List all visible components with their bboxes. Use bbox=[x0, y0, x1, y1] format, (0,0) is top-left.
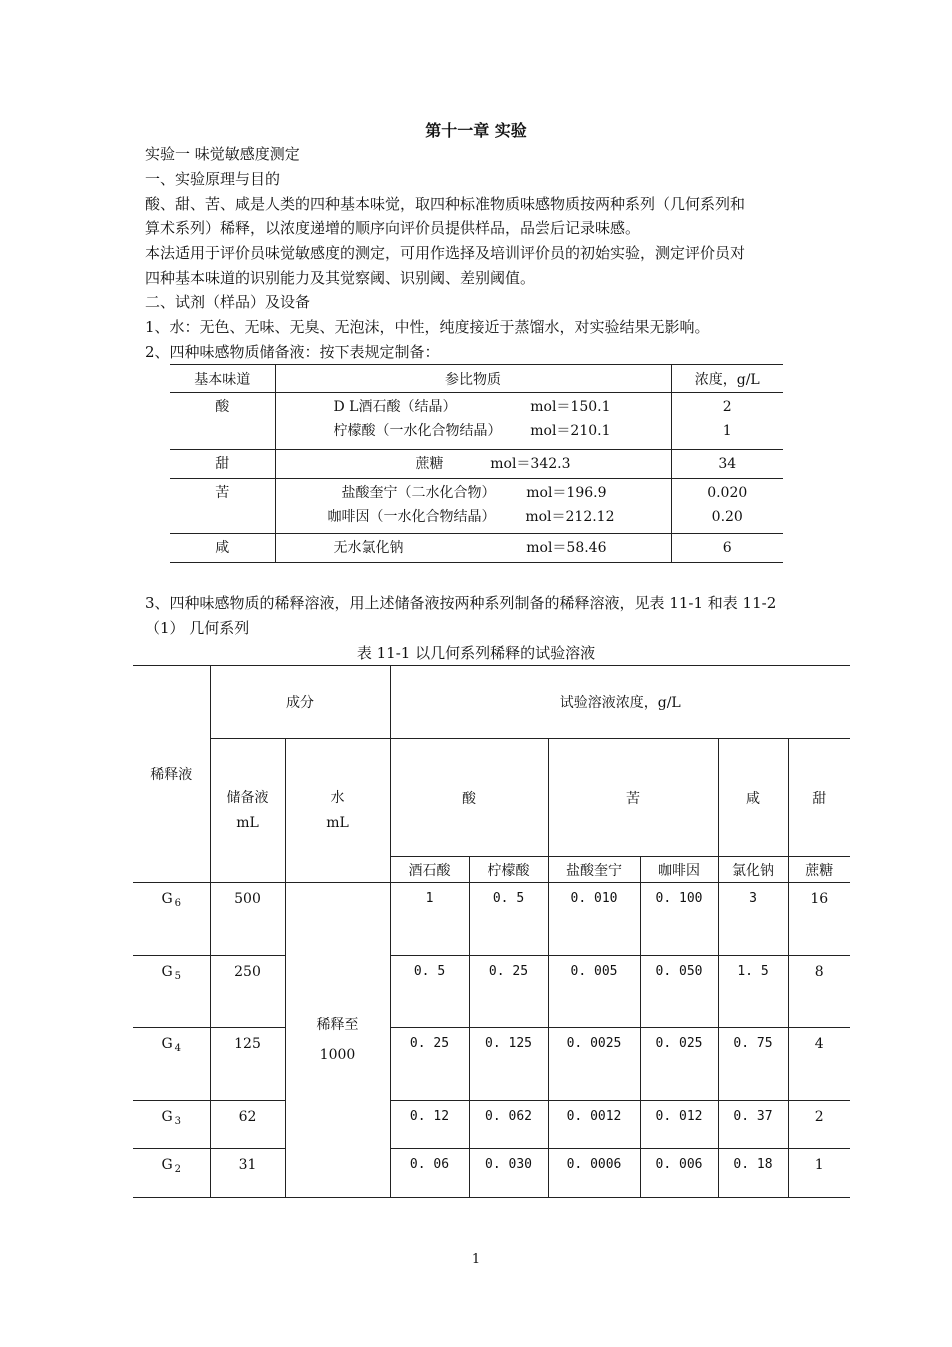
column-header: 柠檬酸 bbox=[469, 857, 548, 883]
citric-value: 0. 25 bbox=[469, 956, 548, 1028]
nacl-value: 0. 37 bbox=[718, 1101, 788, 1149]
substance-name: 无水氯化钠 bbox=[333, 540, 404, 556]
table-row bbox=[170, 479, 783, 534]
substance-name: 盐酸奎宁（二水化合物） bbox=[341, 485, 496, 501]
sucrose-value: 8 bbox=[788, 956, 850, 1028]
dilution-label: G $_6$ bbox=[133, 883, 210, 956]
citric-value: 0. 5 bbox=[469, 883, 548, 956]
quinine-value: 0. 0012 bbox=[548, 1101, 640, 1149]
table-row bbox=[170, 534, 783, 563]
paragraph-line: 1、水：无色、无味、无臭、无泡沫，中性，纯度接近于蒸馏水，对实验结果无影响。 bbox=[145, 318, 710, 336]
test-concentration-header: 试验溶液浓度，g/L bbox=[390, 666, 850, 739]
molar-mass: mol＝342.3 bbox=[490, 456, 571, 472]
quinine-value: 0. 010 bbox=[548, 883, 640, 956]
table-row bbox=[133, 883, 850, 956]
paragraph-line: 四种基本味道的识别能力及其觉察阈、识别阈、差别阈值。 bbox=[145, 269, 536, 287]
substance-name: D L酒石酸（结晶） bbox=[333, 399, 457, 415]
sweet-header: 甜 bbox=[788, 739, 850, 857]
stock-volume: 500 bbox=[210, 883, 285, 956]
quinine-value: 0. 0006 bbox=[548, 1149, 640, 1198]
taste-cell: 咸 bbox=[215, 540, 230, 556]
caffeine-value: 0. 100 bbox=[640, 883, 718, 956]
concentration-value: 1 bbox=[722, 423, 732, 439]
table-header: 基本味道 bbox=[170, 365, 275, 393]
quinine-value: 0. 005 bbox=[548, 956, 640, 1028]
water-volume-merged: 稀释至 1000 bbox=[285, 883, 390, 1198]
concentration-value: 2 bbox=[722, 399, 732, 415]
substance-name: 蔗糖 bbox=[415, 456, 444, 472]
concentration-value: 0.20 bbox=[711, 509, 743, 525]
citric-value: 0. 062 bbox=[469, 1101, 548, 1149]
dilution-label: G $_3$ bbox=[133, 1101, 210, 1149]
molar-mass: mol＝58.46 bbox=[526, 540, 607, 556]
caffeine-value: 0. 025 bbox=[640, 1028, 718, 1101]
sucrose-value: 2 bbox=[788, 1101, 850, 1149]
paragraph-line: 2、四种味感物质储备液：按下表规定制备： bbox=[145, 343, 440, 361]
nacl-value: 0. 75 bbox=[718, 1028, 788, 1101]
dilution-header: 稀释液 bbox=[133, 666, 210, 883]
sour-header: 酸 bbox=[390, 739, 548, 857]
paragraph-line: （1） 几何系列 bbox=[145, 619, 250, 637]
taste-cell: 酸 bbox=[215, 399, 230, 415]
stock-volume: 62 bbox=[210, 1101, 285, 1149]
column-header: 盐酸奎宁 bbox=[548, 857, 640, 883]
table-header: 参比物质 bbox=[275, 365, 671, 393]
table-row bbox=[133, 1101, 850, 1149]
quinine-value: 0. 0025 bbox=[548, 1028, 640, 1101]
concentration-value: 6 bbox=[722, 540, 732, 556]
paragraph-line: 二、试剂（样品）及设备 bbox=[145, 293, 311, 311]
citric-value: 0. 125 bbox=[469, 1028, 548, 1101]
column-header: 酒石酸 bbox=[390, 857, 469, 883]
salty-header: 咸 bbox=[718, 739, 788, 857]
nacl-value: 0. 18 bbox=[718, 1149, 788, 1198]
sucrose-value: 4 bbox=[788, 1028, 850, 1101]
table-header: 浓度，g/L bbox=[671, 365, 783, 393]
molar-mass: mol＝210.1 bbox=[530, 423, 611, 439]
page-title: 第十一章 实验 bbox=[425, 121, 527, 140]
paragraph-line: 3、四种味感物质的稀释溶液，用上述储备液按两种系列制备的稀释溶液，见表 11-1 和表 11-2 bbox=[145, 594, 777, 612]
tartaric-value: 0. 5 bbox=[390, 956, 469, 1028]
water-header: 水 mL bbox=[285, 739, 390, 883]
dilution-label: G $_4$ bbox=[133, 1028, 210, 1101]
column-header: 蔗糖 bbox=[788, 857, 850, 883]
table-row bbox=[133, 1028, 850, 1101]
table-row bbox=[170, 393, 783, 450]
table-row bbox=[170, 450, 783, 479]
stock-volume: 125 bbox=[210, 1028, 285, 1101]
sucrose-value: 16 bbox=[788, 883, 850, 956]
table-row bbox=[133, 956, 850, 1028]
tartaric-value: 0. 25 bbox=[390, 1028, 469, 1101]
tartaric-value: 0. 06 bbox=[390, 1149, 469, 1198]
stock-volume: 31 bbox=[210, 1149, 285, 1198]
bitter-header: 苦 bbox=[548, 739, 718, 857]
paragraph-line: 本法适用于评价员味觉敏感度的测定，可用作选择及培训评价员的初始实验，测定评价员对 bbox=[145, 244, 746, 262]
molar-mass: mol＝212.12 bbox=[525, 509, 615, 525]
column-header: 氯化钠 bbox=[718, 857, 788, 883]
component-header: 成分 bbox=[210, 666, 390, 739]
dilution-label: G $_2$ bbox=[133, 1149, 210, 1198]
concentration-value: 0.020 bbox=[707, 485, 748, 501]
tartaric-value: 0. 12 bbox=[390, 1101, 469, 1149]
nacl-value: 3 bbox=[718, 883, 788, 956]
caffeine-value: 0. 006 bbox=[640, 1149, 718, 1198]
stock-header: 储备液 mL bbox=[210, 739, 285, 883]
dilution-label: G $_5$ bbox=[133, 956, 210, 1028]
geometric-series-table bbox=[133, 665, 850, 1198]
caffeine-value: 0. 050 bbox=[640, 956, 718, 1028]
taste-cell: 甜 bbox=[215, 456, 230, 472]
taste-cell: 苦 bbox=[215, 485, 230, 501]
stock-solution-table bbox=[170, 364, 783, 563]
concentration-value: 34 bbox=[718, 456, 737, 472]
paragraph-line: 酸、甜、苦、咸是人类的四种基本味觉，取四种标准物质味感物质按两种系列（几何系列和 bbox=[145, 195, 746, 213]
column-header: 咖啡因 bbox=[640, 857, 718, 883]
molar-mass: mol＝150.1 bbox=[530, 399, 611, 415]
substance-name: 咖啡因（一水化合物结晶） bbox=[327, 509, 496, 525]
stock-volume: 250 bbox=[210, 956, 285, 1028]
substance-name: 柠檬酸（一水化合物结晶） bbox=[333, 423, 502, 439]
tartaric-value: 1 bbox=[390, 883, 469, 956]
paragraph-line: 一、实验原理与目的 bbox=[145, 170, 281, 188]
paragraph-line: 实验一 味觉敏感度测定 bbox=[145, 145, 300, 163]
table-row bbox=[133, 1149, 850, 1198]
table-caption: 表 11-1 以几何系列稀释的试验溶液 bbox=[356, 644, 596, 662]
paragraph-line: 算术系列）稀释，以浓度递增的顺序向评价员提供样品，品尝后记录味感。 bbox=[145, 219, 641, 237]
caffeine-value: 0. 012 bbox=[640, 1101, 718, 1149]
molar-mass: mol＝196.9 bbox=[526, 485, 607, 501]
nacl-value: 1. 5 bbox=[718, 956, 788, 1028]
sucrose-value: 1 bbox=[788, 1149, 850, 1198]
citric-value: 0. 030 bbox=[469, 1149, 548, 1198]
page-number: 1 bbox=[471, 1252, 481, 1267]
